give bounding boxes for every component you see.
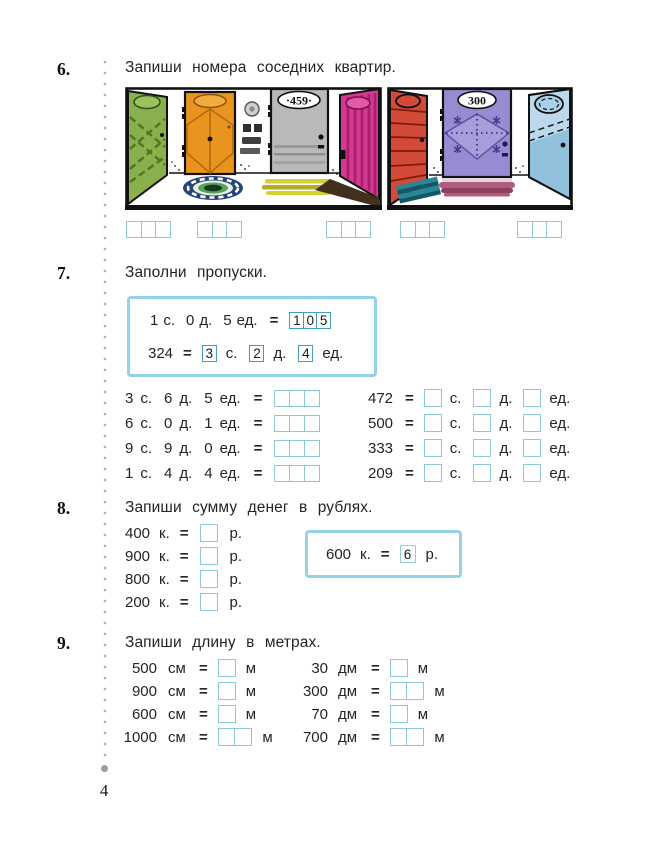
ex8-row-2: 900 к. = р. <box>125 547 243 565</box>
answer-box[interactable] <box>274 415 319 432</box>
answer-cell[interactable] <box>390 705 408 723</box>
ex7-right-row-3: 333 = с. д. ед. <box>368 439 571 457</box>
apartment-plate-300: 300 <box>468 93 486 108</box>
answer-cell[interactable] <box>200 524 218 542</box>
exercise7-number: 7. <box>57 263 71 283</box>
orange-door <box>182 92 235 174</box>
ex9-left-row-1: 500 см = м <box>131 659 257 677</box>
exercise9-title: Запиши длину в метрах. <box>125 634 321 651</box>
answer-cell[interactable] <box>424 464 442 482</box>
apartment-answer-box-2[interactable] <box>197 221 242 238</box>
hallway-scene-300 <box>387 87 573 210</box>
exercise8-example-box <box>305 530 462 578</box>
example-600: 600 к. = 6 р. <box>326 545 439 563</box>
answer-cell[interactable] <box>424 439 442 457</box>
answer-box[interactable] <box>390 682 425 700</box>
ex9-left-row-4: 1000 см = м <box>123 728 273 746</box>
example-line-1: 1 с. 0 д. 5 ед. = 1 0 5 <box>150 310 331 330</box>
ex7-left-row-1: 3 с. 6 д. 5 ед. = <box>125 388 320 408</box>
answer-cell[interactable] <box>218 659 236 677</box>
ex7-left-row-3: 9 с. 9 д. 0 ед. = <box>125 438 320 458</box>
apartment-answer-box-1[interactable] <box>126 221 171 238</box>
answer-cell[interactable] <box>523 389 541 407</box>
answer-box[interactable] <box>274 465 319 482</box>
answer-cell[interactable] <box>473 414 491 432</box>
answer-cell[interactable] <box>200 593 218 611</box>
ex7-left-row-4: 1 с. 4 д. 4 ед. = <box>125 463 320 483</box>
ex9-right-row-1: 30 дм = м <box>311 659 429 677</box>
page-number: 4 <box>100 781 109 800</box>
ex9-left-row-3: 600 см = м <box>131 705 257 723</box>
apartment-answer-box-5[interactable] <box>517 221 562 238</box>
exercise7-title: Заполни пропуски. <box>125 264 268 281</box>
ex7-left-row-2: 6 с. 0 д. 1 ед. = <box>125 413 320 433</box>
ex9-right-row-4: 700 дм = м <box>302 728 445 746</box>
answer-cell[interactable] <box>523 464 541 482</box>
exercise7-example-box <box>127 296 377 377</box>
answer-cell[interactable] <box>390 659 408 677</box>
hallway-scene-459 <box>125 87 382 210</box>
margin-dotted-line <box>102 58 108 764</box>
ex8-row-1: 400 к. = р. <box>125 524 243 542</box>
pink-mat <box>439 178 515 197</box>
example-answer-105: 1 0 5 <box>289 312 331 329</box>
answer-cell[interactable] <box>473 439 491 457</box>
ex7-right-row-4: 209 = с. д. ед. <box>368 464 571 482</box>
exercise8-number: 8. <box>57 498 71 518</box>
apartment-plate-459: ·459· <box>285 93 313 108</box>
answer-cell[interactable] <box>424 414 442 432</box>
answer-box[interactable] <box>274 440 319 457</box>
answer-cell[interactable] <box>473 389 491 407</box>
ex8-row-4: 200 к. = р. <box>125 593 243 611</box>
ex9-right-row-3: 70 дм = м <box>311 705 429 723</box>
apartment-answer-box-3[interactable] <box>326 221 371 238</box>
exercise6-number: 6. <box>57 59 71 79</box>
ex9-left-row-2: 900 см = м <box>131 682 257 700</box>
answer-cell[interactable] <box>200 570 218 588</box>
ex8-row-3: 800 к. = р. <box>125 570 243 588</box>
exercise8-title: Запиши сумму денег в рублях. <box>125 499 373 516</box>
apartment-answer-box-4[interactable] <box>400 221 445 238</box>
door-459 <box>268 89 328 173</box>
exercise9-number: 9. <box>57 633 71 653</box>
answer-box[interactable] <box>390 728 425 746</box>
ex7-right-row-2: 500 = с. д. ед. <box>368 414 571 432</box>
margin-end-dot <box>101 765 108 772</box>
answer-box[interactable] <box>274 390 319 407</box>
answer-cell[interactable] <box>523 439 541 457</box>
round-rug <box>183 176 243 200</box>
exercise6-title: Запиши номера соседних квартир. <box>125 59 396 76</box>
door-300 <box>440 89 511 177</box>
answer-cell[interactable] <box>200 547 218 565</box>
ex9-right-row-2: 300 дм = м <box>302 682 445 700</box>
example-line-2: 324 = 3 с. 2 д. 4 ед. <box>148 344 344 362</box>
answer-box[interactable] <box>218 728 253 746</box>
answer-cell[interactable] <box>218 682 236 700</box>
answer-cell[interactable] <box>218 705 236 723</box>
answer-cell[interactable] <box>424 389 442 407</box>
answer-cell[interactable] <box>473 464 491 482</box>
ex7-right-row-1: 472 = с. д. ед. <box>368 389 571 407</box>
answer-cell[interactable] <box>523 414 541 432</box>
